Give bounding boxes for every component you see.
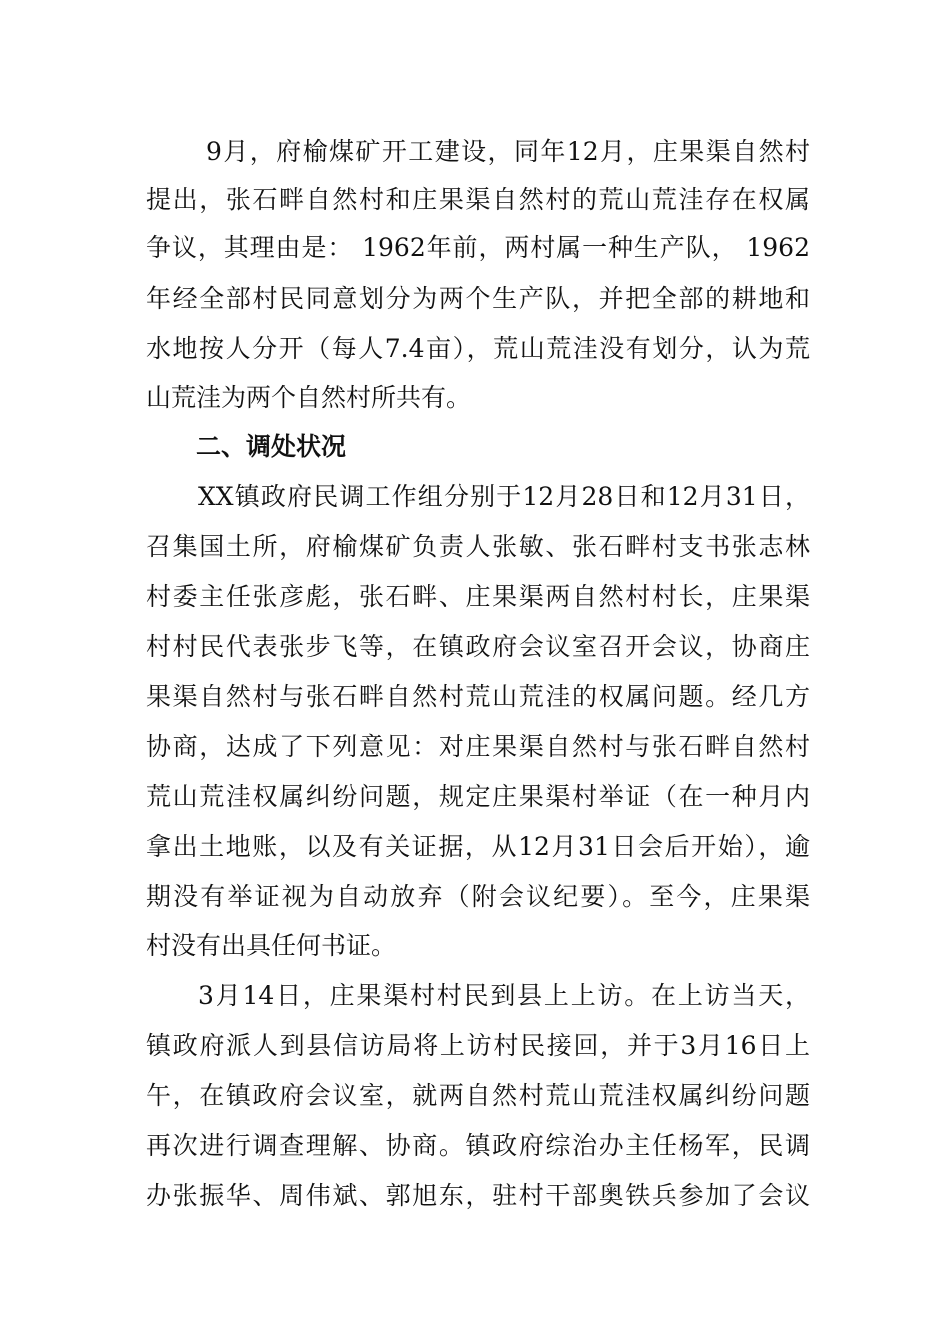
paragraph-2-line-4: 村村民代表张步飞等，在镇政府会议室召开会议，协商庄 xyxy=(146,632,810,661)
paragraph-2-line-5: 果渠自然村与张石畔自然村荒山荒洼的权属问题。经几方 xyxy=(146,682,810,711)
paragraph-1-line-3: 争议，其理由是： 1962年前，两村属一种生产队， 1962 xyxy=(146,233,810,262)
paragraph-2-line-10: 村没有出具任何书证。 xyxy=(146,931,397,960)
paragraph-2-line-6: 协商，达成了下列意见：对庄果渠自然村与张石畔自然村 xyxy=(146,732,810,761)
paragraph-3-line-5: 办张振华、周伟斌、郭旭东，驻村干部奥铁兵参加了会议 xyxy=(146,1181,810,1210)
paragraph-1-line-2: 提出，张石畔自然村和庄果渠自然村的荒山荒洼存在权属 xyxy=(146,185,810,214)
paragraph-2-line-8: 拿出土地账，以及有关证据，从12月31日会后开始），逾 xyxy=(146,832,810,861)
paragraph-3-line-3: 午，在镇政府会议室，就两自然村荒山荒洼权属纠纷问题 xyxy=(146,1081,810,1110)
paragraph-2-line-9: 期没有举证视为自动放弃（附会议纪要）。至今，庄果渠 xyxy=(146,882,810,911)
paragraph-2-line-1: XX镇政府民调工作组分别于12月28日和12月31日， xyxy=(198,482,810,511)
paragraph-2-line-3: 村委主任张彦彪，张石畔、庄果渠两自然村村长，庄果渠 xyxy=(146,582,810,611)
paragraph-1-line-5: 水地按人分开（每人7.4亩），荒山荒洼没有划分，认为荒 xyxy=(146,334,810,363)
paragraph-3-line-2: 镇政府派人到县信访局将上访村民接回，并于3月16日上 xyxy=(146,1031,810,1060)
paragraph-1-line-4: 年经全部村民同意划分为两个生产队，并把全部的耕地和 xyxy=(146,284,810,313)
paragraph-2-line-7: 荒山荒洼权属纠纷问题，规定庄果渠村举证（在一种月内 xyxy=(146,782,810,811)
section-heading: 二、调处状况 xyxy=(196,432,347,461)
paragraph-2-line-2: 召集国土所，府榆煤矿负责人张敏、张石畔村支书张志林 xyxy=(146,532,810,561)
paragraph-3-line-1: 3月14日，庄果渠村村民到县上上访。在上访当天， xyxy=(198,981,810,1010)
paragraph-3-line-4: 再次进行调查理解、协商。镇政府综治办主任杨军，民调 xyxy=(146,1131,810,1160)
paragraph-1-line-1: 9月，府榆煤矿开工建设，同年12月，庄果渠自然村 xyxy=(206,137,810,166)
paragraph-1-line-6: 山荒洼为两个自然村所共有。 xyxy=(146,383,472,412)
